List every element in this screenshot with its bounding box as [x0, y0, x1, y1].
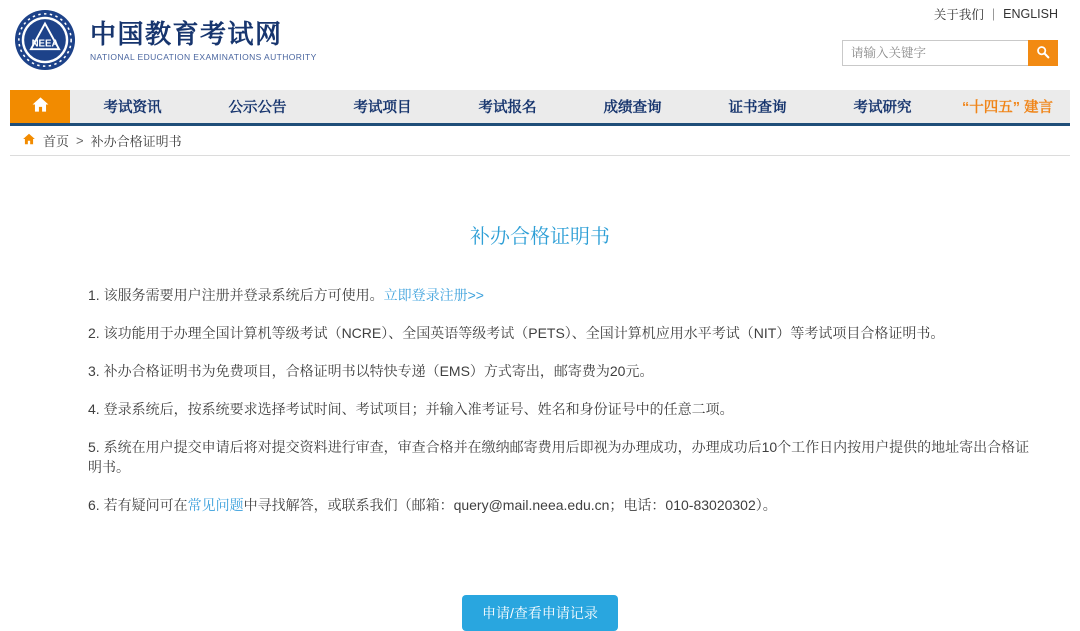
nav-item-exam-programs[interactable]: 考试项目	[353, 100, 412, 116]
breadcrumb-separator: >	[76, 133, 84, 148]
search-button[interactable]	[1028, 40, 1058, 66]
site-subtitle: NATIONAL EDUCATION EXAMINATIONS AUTHORITY	[90, 51, 317, 62]
site-header	[0, 0, 1080, 90]
breadcrumb-current-page: 补办合格证明书	[90, 134, 182, 149]
apply-view-records-button[interactable]: 申请/查看申请记录	[462, 595, 618, 631]
notice-item-5: 5. 系统在用户提交申请后将对提交资料进行审查，审查合格并在缴纳邮寄费用后即视为办理成功，办理成功后10个工作日内按用户提供的地址寄出合格证明书。	[88, 439, 1030, 475]
english-link[interactable]: ENGLISH	[1003, 7, 1058, 21]
top-links-divider: |	[991, 7, 996, 21]
top-utility-links	[934, 5, 1058, 23]
nav-item-exam-registration[interactable]: 考试报名	[478, 100, 537, 116]
notice-item-1	[88, 285, 1040, 305]
nav-item-public-notices[interactable]: 公示公告	[228, 100, 287, 116]
svg-text:NEEA: NEEA	[31, 38, 59, 50]
nav-item-14th-five-year-suggestions[interactable]: “十四五” 建言	[961, 100, 1054, 116]
home-icon	[31, 95, 50, 119]
notice-item-3: 3. 补办合格证明书为免费项目，合格证明书以特快专递（EMS）方式寄出，邮寄费为20元。	[88, 363, 654, 379]
about-us-link[interactable]: 关于我们	[933, 8, 984, 22]
faq-link[interactable]: 常见问题	[187, 497, 244, 513]
site-logo	[14, 9, 317, 71]
nav-item-exam-news[interactable]: 考试资讯	[103, 100, 162, 116]
page-title: 补办合格证明书	[470, 226, 610, 248]
notice-1-text: 1. 该服务需要用户注册并登录系统后方可使用。	[88, 287, 384, 303]
search-icon	[1035, 44, 1051, 63]
action-row	[0, 595, 1080, 631]
search-bar	[842, 40, 1058, 66]
neea-emblem-icon	[14, 9, 76, 71]
nav-home-button[interactable]	[10, 90, 70, 123]
notice-item-4: 4. 登录系统后，按系统要求选择考试时间、考试项目；并输入准考证号、姓名和身份证号中的任意二项。	[88, 401, 734, 417]
breadcrumb-home-link[interactable]: 首页	[43, 134, 70, 149]
search-input[interactable]	[842, 40, 1028, 66]
site-name: 中国教育考试网	[90, 18, 283, 49]
login-register-link[interactable]: 立即登录注册>>	[383, 287, 484, 303]
notice-6-suffix: 中寻找解答，或联系我们（邮箱：query@mail.neea.edu.cn；电话：010-83020302）。	[243, 497, 777, 513]
main-nav	[10, 90, 1070, 126]
site-title-block	[90, 19, 317, 62]
breadcrumb	[10, 126, 1070, 156]
notice-item-6	[88, 495, 1040, 515]
nav-item-score-inquiry[interactable]: 成绩查询	[603, 100, 662, 116]
nav-item-certificate-inquiry[interactable]: 证书查询	[728, 100, 787, 116]
notice-6-prefix: 6. 若有疑问可在	[88, 497, 188, 513]
nav-item-exam-research[interactable]: 考试研究	[853, 100, 912, 116]
notice-item-2: 2. 该功能用于办理全国计算机等级考试（NCRE）、全国英语等级考试（PETS）、全国计算机应用水平考试（NIT）等考试项目合格证明书。	[88, 325, 945, 341]
notice-list	[88, 285, 1040, 515]
breadcrumb-home-icon	[22, 132, 36, 149]
